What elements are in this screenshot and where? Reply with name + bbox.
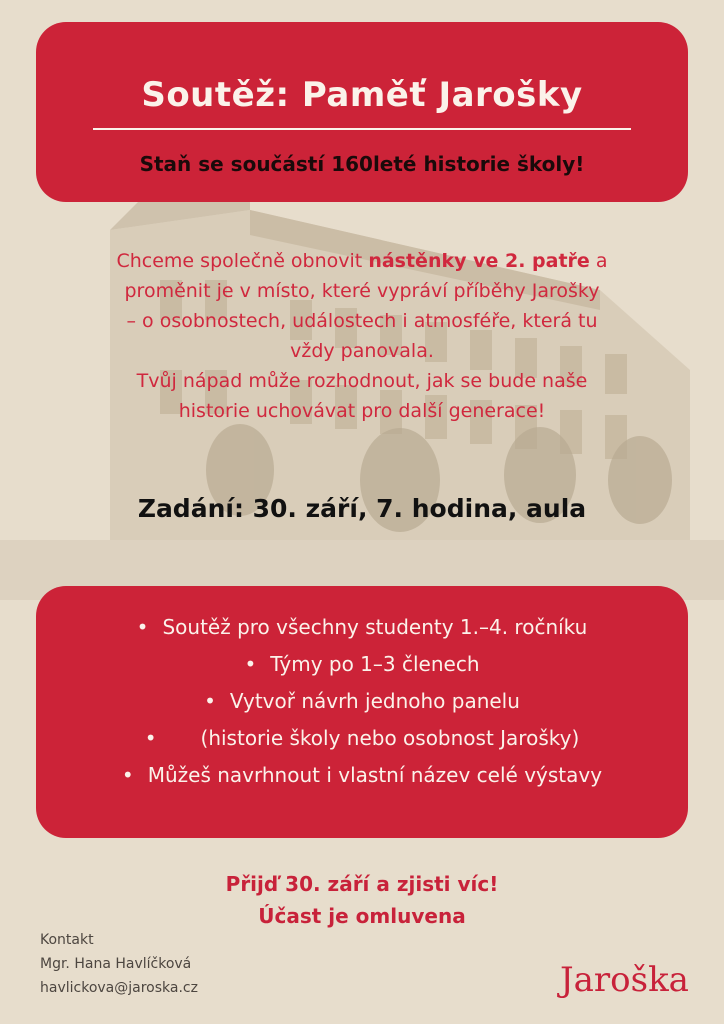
- intro-highlight: nástěnky ve 2. patře: [368, 250, 590, 272]
- contact-heading: Kontakt: [40, 932, 94, 948]
- bullet-icon: •: [136, 615, 149, 639]
- assignment-info: Zadání: 30. září, 7. hodina, aula: [137, 494, 587, 523]
- bullet-icon: •: [121, 763, 134, 787]
- rules-box: [36, 586, 688, 838]
- intro-line-6: historie uchovávat pro další generace!: [178, 400, 546, 422]
- intro-lead: Chceme společně obnovit: [116, 250, 363, 272]
- header-banner: [36, 22, 688, 202]
- list-item: [36, 649, 688, 679]
- intro-line-2: proměnit je v místo, které vypráví příběhy Jarošky: [124, 280, 600, 302]
- intro-line-1: [60, 246, 664, 276]
- list-item: [36, 612, 688, 642]
- page-title: Soutěž: Paměť Jarošky: [141, 75, 583, 115]
- intro-paragraph: [60, 246, 664, 426]
- list-item: [36, 723, 688, 753]
- contact-block: [40, 928, 198, 1000]
- list-item-text: Vytvoř návrh jednoho panelu: [229, 689, 520, 713]
- list-item: [36, 686, 688, 716]
- bullet-icon: •: [204, 689, 216, 713]
- brand-logo: Jaroška: [560, 960, 689, 1000]
- intro-line-3: – o osobnostech, událostech i atmosféře, která tu: [126, 310, 598, 332]
- cta-line-1: Přijď 30. září a zjisti víc!: [225, 872, 499, 896]
- bullet-icon: •: [244, 652, 257, 676]
- cta-line-2: Účast je omluvena: [258, 904, 466, 928]
- intro-line-5: Tvůj nápad může rozhodnout, jak se bude naše: [136, 370, 588, 392]
- title-divider: [93, 128, 631, 130]
- contact-name: Mgr. Hana Havlíčková: [40, 956, 192, 972]
- page-subtitle: Staň se součástí 160leté historie školy!: [139, 152, 585, 176]
- list-item: [36, 760, 688, 790]
- list-item-text: (historie školy nebo osobnost Jarošky): [200, 726, 580, 750]
- intro-line-1-end: a: [595, 250, 608, 272]
- contact-email: havlickova@jaroska.cz: [40, 980, 198, 996]
- list-item-text: Můžeš navrhnout i vlastní název celé výstavy: [147, 763, 603, 787]
- bullet-icon: •: [144, 726, 157, 750]
- list-item-text: Týmy po 1–3 členech: [270, 652, 480, 676]
- list-item-text: Soutěž pro všechny studenty 1.–4. ročníku: [162, 615, 588, 639]
- intro-line-4: vždy panovala.: [290, 340, 434, 362]
